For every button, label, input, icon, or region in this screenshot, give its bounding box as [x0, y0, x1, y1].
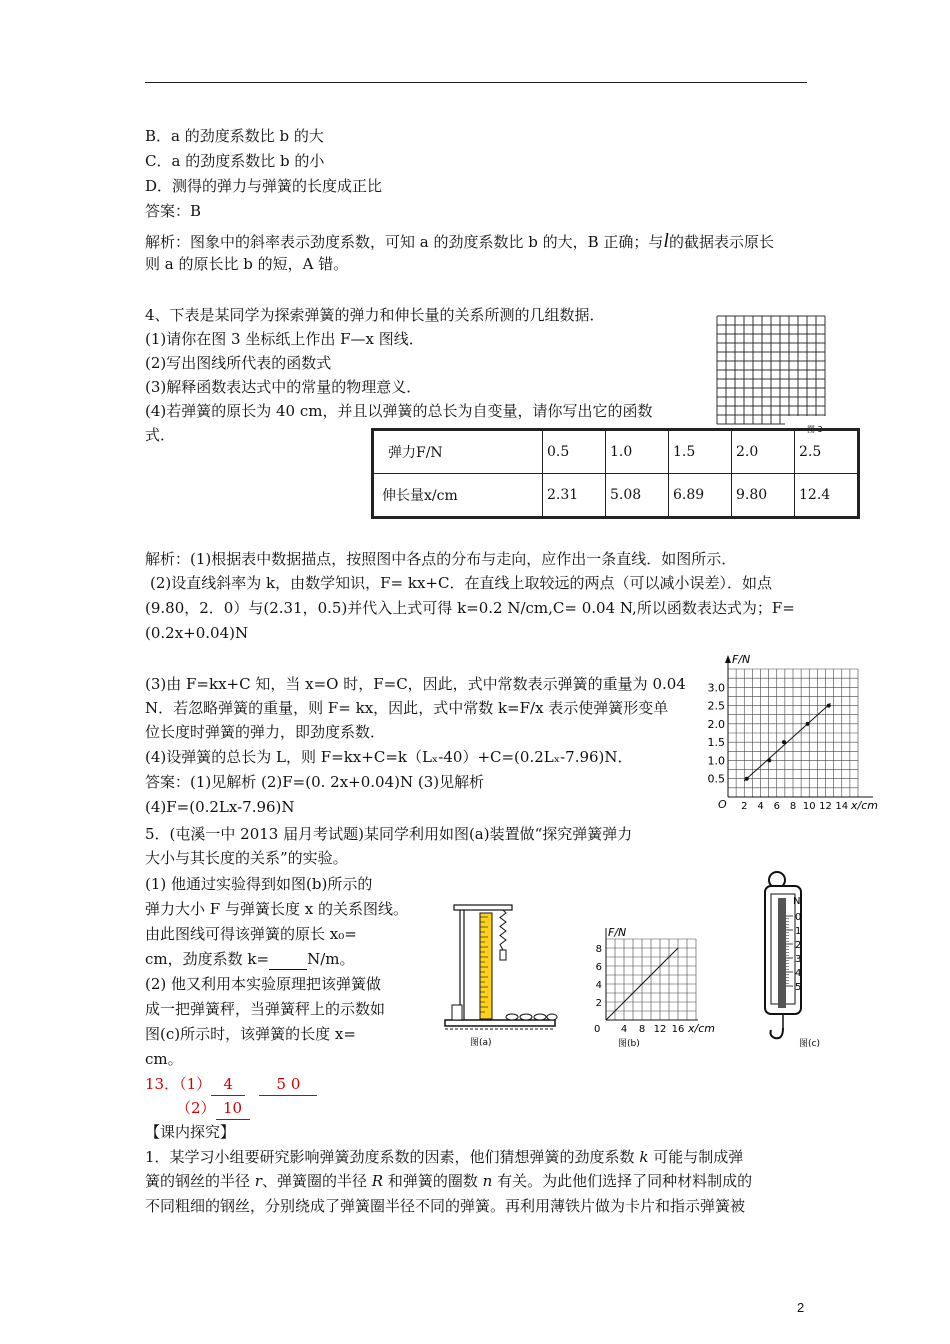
- data-point: [827, 704, 831, 708]
- answer13-a3: 10: [216, 1097, 250, 1120]
- q5-line7: (2) 他又利用本实验原理把该弹簧做: [145, 975, 382, 993]
- x-tick-label: 14: [835, 801, 849, 812]
- clamp: [452, 1005, 462, 1020]
- y-tick-label: 6: [595, 962, 602, 973]
- x-tick-label: 2: [741, 801, 748, 812]
- q4-solution-line3: (9.80，2．0）与(2.31，0.5)并代入上式可得 k=0.2 N/cm,C= 0.04 N,所以函数表达式为；F=: [145, 599, 795, 617]
- q4-stem: 4、下表是某同学为探索弹簧的弹力和伸长量的关系所测的几组数据．: [145, 306, 605, 324]
- section-p2-a: 簧的钢丝的半径: [145, 1172, 251, 1190]
- q4-solution-line7: 位长度时弹簧的弹力，即劲度系数．: [145, 723, 386, 741]
- table-row-label: 伸长量x/cm: [373, 474, 543, 518]
- section-p2-r: r: [254, 1172, 262, 1190]
- table-cell: 5.08: [606, 474, 669, 518]
- spring: [500, 910, 506, 950]
- q4-part2: (2)写出图线所代表的函数式: [145, 354, 332, 372]
- q4-solution-line2: (2)设直线斜率为 k，由数学知识，F= kx+C．在直线上取较远的两点（可以减小误差）．如点: [150, 574, 772, 592]
- scale-tick-label: 3: [795, 954, 802, 965]
- table-cell: 1.0: [606, 430, 669, 474]
- section-p2-R: R: [371, 1172, 384, 1190]
- scale-tick-label: 4: [795, 968, 802, 979]
- fig-c-caption: 图(c): [799, 1039, 820, 1049]
- stand-arm: [454, 905, 512, 910]
- answer13-line1: [145, 1073, 317, 1096]
- y-tick-label: 2: [595, 998, 602, 1009]
- header-rule: [145, 82, 807, 83]
- answer13-a2: 5 0: [259, 1073, 317, 1096]
- answer13-line2: [176, 1097, 250, 1120]
- ruler: [480, 913, 492, 1019]
- scale-spring-core: [778, 898, 786, 1008]
- table-cell: 6.89: [669, 474, 732, 518]
- fx-chart-y-arrow: [725, 655, 731, 663]
- q3-analysis-var: l: [663, 230, 669, 252]
- x-tick-label: 6: [773, 801, 780, 812]
- q4-part1: (1)请你在图 3 坐标纸上作出 F—x 图线．: [145, 330, 424, 348]
- scale-tick-label: 2: [795, 940, 802, 951]
- q4-part4-tail: 式．: [145, 426, 176, 444]
- q5-line6-a: cm，劲度系数 k=: [145, 950, 270, 968]
- fig-c-spring-scale: [755, 868, 845, 1053]
- q4-answer-line1: 答案：(1)见解析 (2)F=(0. 2x+0.04)N (3)见解析: [145, 773, 485, 791]
- q5-line6: [145, 948, 354, 970]
- section-p2-d: 有关。为此他们选择了同种材料制成的: [497, 1172, 753, 1190]
- q4-answer-line2: (4)F=(0.2Lx-7.96)N: [145, 798, 295, 816]
- q5-line9: 图(c)所示时，该弹簧的长度 x=: [145, 1025, 356, 1043]
- section-p2-n: n: [482, 1172, 493, 1190]
- spring-data-table: [371, 428, 860, 519]
- q3-analysis-line2: 则 a 的原长比 b 的短，A 错。: [145, 255, 349, 273]
- q4-solution-line5: (3)由 F=kx+C 知，当 x=O 时，F=C，因此，式中常数表示弹簧的重量为 0.04: [145, 675, 686, 693]
- table-row: [373, 430, 859, 474]
- x-tick-label: 12: [653, 1024, 667, 1035]
- fig-b-y-title: F/N: [608, 926, 627, 939]
- q3-answer: 答案：B: [145, 202, 202, 220]
- q5-line3: (1) 他通过实验得到如图(b)所示的: [145, 875, 373, 893]
- section-p1-tail: 可能与制成弹: [653, 1148, 744, 1166]
- table-row-label: 弹力F/N: [373, 430, 543, 474]
- table-cell: 12.4: [795, 474, 859, 518]
- x-tick-label: 8: [789, 801, 797, 812]
- q5-line8: 成一把弹簧秤，当弹簧秤上的示数如: [145, 1000, 386, 1018]
- section-p1-text: 1．某学习小组要研究影响弹簧劲度系数的因素，他们猜想弹簧的劲度系数: [145, 1148, 635, 1166]
- y-tick-label: 1.5: [707, 736, 725, 750]
- table-cell: 2.0: [732, 430, 795, 474]
- answer13-label2: （2）: [176, 1099, 216, 1117]
- hanging-weight: [500, 950, 506, 960]
- y-tick-label: 8: [595, 944, 602, 955]
- fig-b-caption: 图(b): [618, 1039, 640, 1049]
- q4-solution-line4: (0.2x+0.04)N: [145, 624, 249, 642]
- stand-base: [445, 1020, 555, 1026]
- section-p1-k: k: [639, 1148, 649, 1166]
- data-point: [806, 722, 810, 726]
- q3-option-d: D．测得的弹力与弹簧的长度成正比: [145, 177, 383, 195]
- section-paragraph-line3: 不同粗细的钢丝，分别绕成了弹簧圈半径不同的弹簧。再利用薄铁片做为卡片和指示弹簧被: [145, 1197, 746, 1215]
- section-paragraph-line2: [145, 1170, 752, 1192]
- x-tick-label: 4: [620, 1024, 628, 1035]
- scale-tick-label: 0: [795, 912, 802, 923]
- fig-b-x-title: x/cm: [688, 1022, 715, 1035]
- answer13-a1: 4: [211, 1073, 245, 1096]
- q5-blank-k: [269, 953, 307, 970]
- y-tick-label: 0.5: [707, 772, 725, 786]
- x-tick-label: 8: [638, 1024, 646, 1035]
- fig-a-caption: 图(a): [470, 1038, 492, 1048]
- q4-solution-line1: 解析：(1)根据表中数据描点，按照图中各点的分布与走向，应作出一条直线．如图所示．: [145, 550, 737, 568]
- table-row: [373, 474, 859, 518]
- fx-chart-origin: O: [718, 798, 727, 811]
- fig-b-origin: 0: [594, 1024, 601, 1035]
- q3-option-c: C．a 的劲度系数比 b 的小: [145, 152, 325, 170]
- section-title: 【课内探究】: [145, 1123, 236, 1141]
- q5-line10: cm。: [145, 1050, 183, 1068]
- table-cell: 2.31: [543, 474, 606, 518]
- scale-tick-label: 5: [795, 982, 802, 993]
- y-tick-label: 4: [595, 980, 602, 991]
- q4-solution-line6: N．若忽略弹簧的重量，则 F= kx，因此，式中常数 k=F/x 表示使弹簧形变单: [145, 699, 669, 717]
- fig3-grid-paper: [715, 314, 835, 438]
- section-p2-b: 、弹簧圈的半径: [261, 1172, 367, 1190]
- q4-solution-line8: (4)设弹簧的总长为 L，则 F=kx+C=k（Lₓ-40）+C=(0.2Lₓ-7.96)N．: [145, 748, 633, 766]
- x-tick-label: 12: [819, 801, 832, 812]
- fig-b-chart: [588, 920, 728, 1050]
- q3-option-b: B．a 的劲度系数比 b 的大: [145, 127, 324, 145]
- x-tick-label: 10: [802, 801, 816, 812]
- scale-unit: N: [793, 896, 801, 907]
- section-p2-c: 和弹簧的圈数: [387, 1172, 478, 1190]
- answer13-label: 13．（1）: [145, 1075, 212, 1093]
- scale-hook: [771, 1028, 784, 1038]
- data-point: [782, 740, 786, 744]
- q5-line2: 大小与其长度的关系”的实验。: [145, 849, 348, 867]
- weights-on-table: [506, 1014, 557, 1020]
- q5-line5: 由此图线可得该弹簧的原长 x₀=: [145, 925, 357, 943]
- fig-a-apparatus: [440, 895, 560, 1050]
- fx-chart-y-title: F/N: [732, 653, 751, 666]
- q3-analysis-text-a: 解析：图象中的斜率表示劲度系数，可知 a 的劲度系数比 b 的大，B 正确；与: [145, 233, 664, 251]
- q4-part3: (3)解释函数表达式中的常量的物理意义．: [145, 378, 422, 396]
- y-tick-label: 3.0: [707, 681, 725, 695]
- y-tick-label: 2.0: [707, 717, 725, 731]
- stand-rod: [460, 907, 464, 1020]
- q5-line6-b: N/m。: [307, 950, 355, 968]
- table-cell: 0.5: [543, 430, 606, 474]
- x-tick-label: 4: [757, 801, 764, 812]
- section-paragraph-line1: [145, 1146, 743, 1168]
- q3-analysis-text-b: 的截据表示原长: [668, 233, 774, 251]
- fx-chart-x-title: x/cm: [851, 799, 878, 812]
- scale-tick-label: 1: [795, 926, 802, 937]
- fig3-label: 图 3: [807, 425, 823, 434]
- table-cell: 1.5: [669, 430, 732, 474]
- q4-part4: (4)若弹簧的原长为 40 cm，并且以弹簧的总长为自变量，请你写出它的函数: [145, 402, 653, 420]
- data-point: [767, 758, 771, 762]
- table-cell: 2.5: [795, 430, 859, 474]
- y-tick-label: 1.0: [707, 754, 725, 768]
- x-tick-label: 16: [671, 1024, 685, 1035]
- table-cell: 9.80: [732, 474, 795, 518]
- data-point: [745, 777, 749, 781]
- fx-chart: [698, 645, 898, 820]
- page-number: 2: [797, 1300, 805, 1315]
- q3-analysis-line1: [145, 230, 774, 253]
- q5-line4: 弹力大小 F 与弹簧长度 x 的关系图线。: [145, 900, 408, 918]
- q5-line1: 5．(屯溪一中 2013 届月考试题)某同学利用如图(a)装置做“探究弹簧弹力: [145, 825, 633, 843]
- y-tick-label: 2.5: [707, 699, 725, 713]
